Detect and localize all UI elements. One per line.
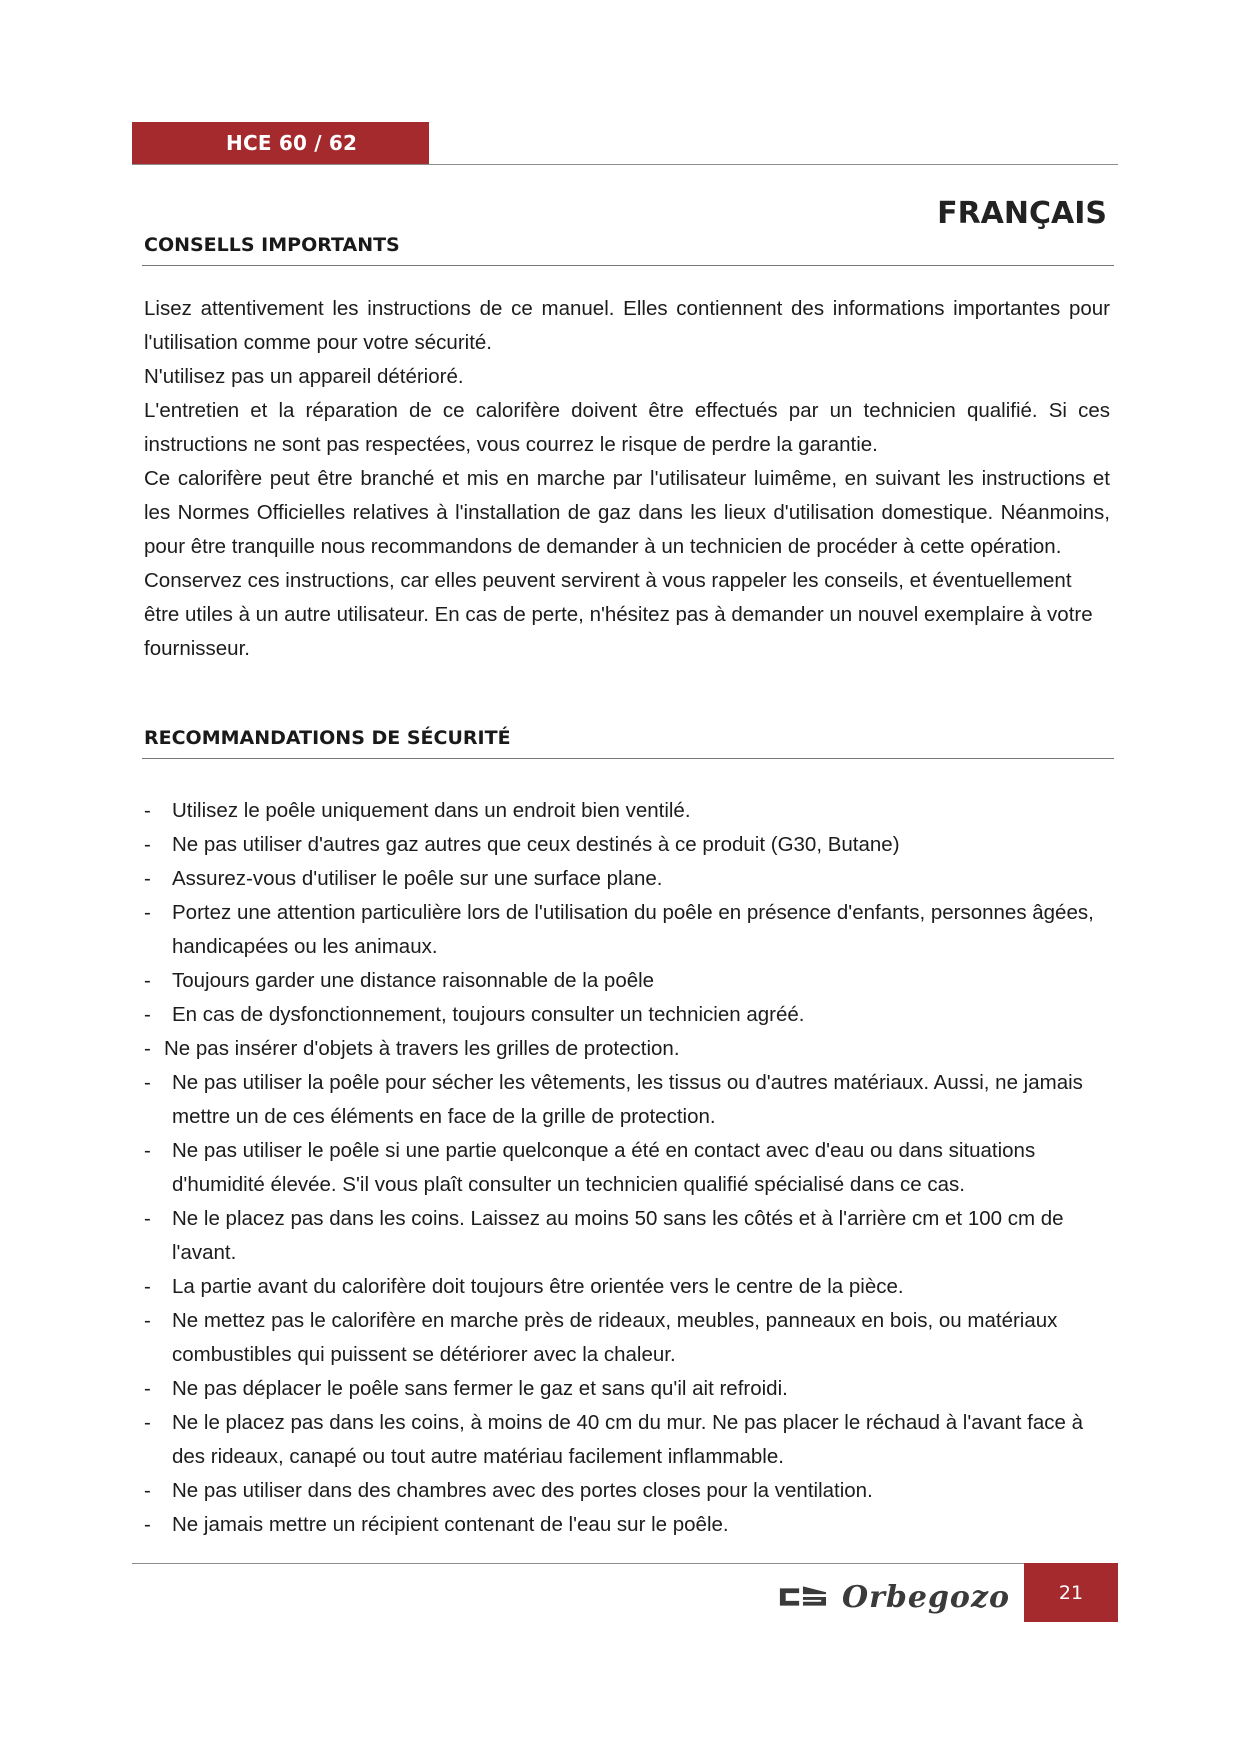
list-item: - Assurez-vous d'utiliser le poêle sur une surface plane.	[144, 862, 1110, 896]
list-item: - Ne pas utiliser dans des chambres avec des portes closes pour la ventilation.	[144, 1474, 1110, 1508]
brand-logo	[778, 1577, 1010, 1617]
model-label: HCE 60 / 62	[226, 131, 358, 155]
brand-wordmark: Orbegozo	[841, 1579, 1010, 1615]
safety-list	[144, 794, 1110, 1542]
language-title: FRANÇAIS	[937, 196, 1107, 231]
list-item: - Ne mettez pas le calorifère en marche près de rideaux, meubles, panneaux en bois, ou matériaux combustibles qui puissent se détériorer avec la chaleur.	[144, 1304, 1110, 1372]
list-item: - Ne pas utiliser la poêle pour sécher les vêtements, les tissus ou d'autres matériaux. Aussi, ne jamais mettre un de ces éléments en face de la grille de protection.	[144, 1066, 1110, 1134]
brand-emblem-icon	[778, 1584, 828, 1610]
list-item: - Ne pas insérer d'objets à travers les grilles de protection.	[144, 1032, 1110, 1066]
intro-paragraph: Lisez attentivement les instructions de ce manuel. Elles contiennent des informations importantes pour l'utilisation comme pour votre sécurité.	[144, 297, 1110, 354]
list-item: - Toujours garder une distance raisonnable de la poêle	[144, 964, 1110, 998]
header-divider	[132, 164, 1118, 165]
section-divider	[142, 758, 1114, 759]
model-header-tab	[132, 122, 429, 165]
list-item: - Ne jamais mettre un récipient contenant de l'eau sur le poêle.	[144, 1508, 1110, 1542]
page-number	[1024, 1563, 1118, 1622]
section-title-safety: RECOMMANDATIONS DE SÉCURITÉ	[144, 727, 511, 749]
list-item: - Ne le placez pas dans les coins, à moins de 40 cm du mur. Ne pas placer le réchaud à l'avant face à des rideaux, canapé ou tout autre matériau facilement inflammable.	[144, 1406, 1110, 1474]
intro-paragraph: Conservez ces instructions, car elles peuvent servirent à vous rappeler les conseils, et éventuellement être utiles à un autre utilisateur. En cas de perte, n'hésitez pas à demander un nouvel exemplaire à votre fournisseur.	[144, 569, 1093, 660]
list-item: - Utilisez le poêle uniquement dans un endroit bien ventilé.	[144, 794, 1110, 828]
list-item: - Ne pas déplacer le poêle sans fermer le gaz et sans qu'il ait refroidi.	[144, 1372, 1110, 1406]
list-item: - La partie avant du calorifère doit toujours être orientée vers le centre de la pièce.	[144, 1270, 1110, 1304]
list-item: - Ne pas utiliser d'autres gaz autres que ceux destinés à ce produit (G30, Butane)	[144, 828, 1110, 862]
intro-text	[144, 292, 1110, 666]
section-divider	[142, 265, 1114, 266]
intro-paragraph: L'entretien et la réparation de ce calorifère doivent être effectués par un technicien qualifié. Si ces instructions ne sont pas respectées, vous courrez le risque de perdre la garantie.	[144, 399, 1110, 456]
section-title-important: CONSELLS IMPORTANTS	[144, 234, 400, 256]
list-item: - Ne pas utiliser le poêle si une partie quelconque a été en contact avec d'eau ou dans situations d'humidité élevée. S'il vous plaît consulter un technicien qualifié spécialisé dans ce cas.	[144, 1134, 1110, 1202]
list-item: - Portez une attention particulière lors de l'utilisation du poêle en présence d'enfants, personnes âgées, handicapées ou les animaux.	[144, 896, 1110, 964]
list-item: - En cas de dysfonctionnement, toujours consulter un technicien agréé.	[144, 998, 1110, 1032]
intro-paragraph: Ce calorifère peut être branché et mis en marche par l'utilisateur luimême, en suivant les instructions et les Normes Officielles relatives à l'installation de gaz dans les lieux d'utilisation domestique. Néanmoins, pour être tranquille nous recommandons de demander à un technicien de procéder à cette opération.	[144, 467, 1110, 558]
list-item: - Ne le placez pas dans les coins. Laissez au moins 50 sans les côtés et à l'arrière cm et 100 cm de l'avant.	[144, 1202, 1110, 1270]
intro-paragraph: N'utilisez pas un appareil détérioré.	[144, 365, 464, 388]
footer-divider	[132, 1563, 1024, 1564]
page-number-label: 21	[1058, 1581, 1084, 1604]
